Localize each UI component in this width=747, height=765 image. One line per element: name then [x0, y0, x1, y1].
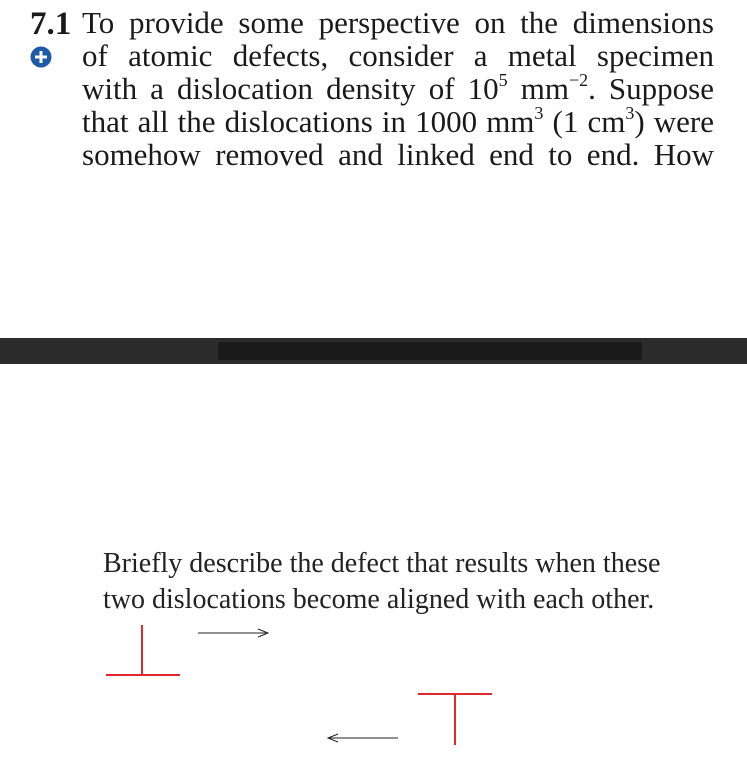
problem-line-2: of atomic defects, consider a metal specimen [82, 38, 714, 73]
question-block [103, 546, 743, 618]
plus-circle-icon[interactable] [30, 46, 52, 68]
problem-number: 7.1 [30, 6, 72, 42]
problem-line-3: with a dislocation density of $10^5$ $mm^{-2}$. Suppose [82, 69, 714, 106]
problem-line-1: To provide some perspective on the dimensions [82, 5, 714, 40]
problem-line-5: somehow removed and linked end to end. How [82, 137, 714, 172]
question-line-1: Briefly describe the defect that results when these [103, 548, 661, 579]
problem-line-4: that all the dislocations in 1000 $mm^3$ (1 $cm^3$) were [82, 102, 715, 139]
divider-bar [0, 338, 747, 364]
question-line-2: two dislocations become aligned with each other. [103, 584, 655, 615]
dislocation-diagram [0, 615, 747, 765]
divider-bar-inner [218, 342, 642, 360]
problem-text [82, 6, 714, 171]
